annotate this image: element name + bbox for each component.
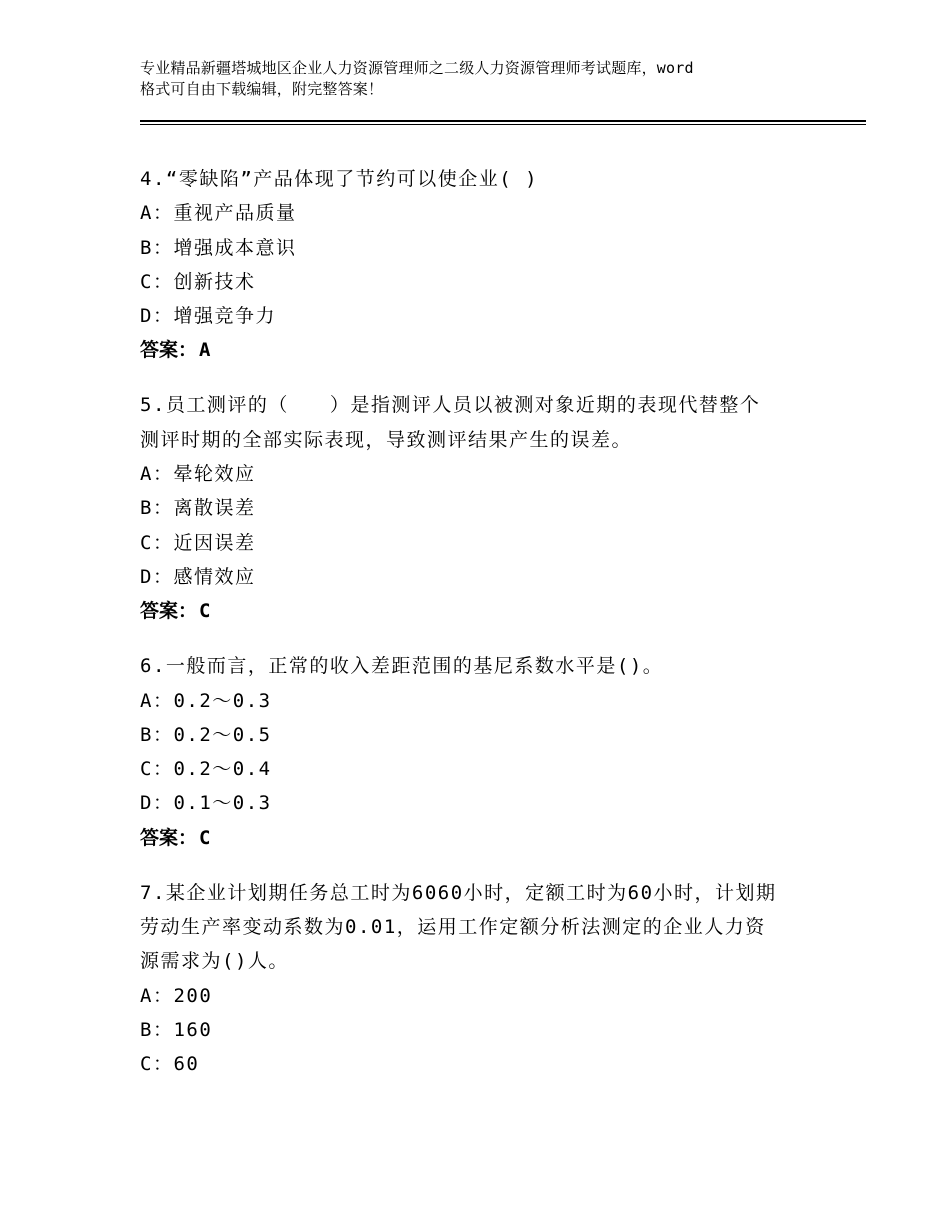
header-divider-thick [140,120,866,122]
question-item [140,162,820,368]
option-c: C：近因误差 [140,531,256,554]
header-line-1: 专业精品新疆塔城地区企业人力资源管理师之二级人力资源管理师考试题库，word [140,59,694,77]
header-divider-thin [140,124,866,125]
option-a: A：200 [140,984,213,1007]
option-a: A：晕轮效应 [140,463,256,486]
option-a: A：0.2～0.3 [140,689,272,712]
question-text-line-2: 劳动生产率变动系数为0.01，运用工作定额分析法测定的企业人力资 [140,916,766,939]
answer-line [140,333,820,368]
option-c: C：创新技术 [140,270,256,293]
question-item [140,388,820,629]
question-text-line-1: 7.某企业计划期任务总工时为6060小时，定额工时为60小时，计划期 [140,881,777,904]
answer-line [140,821,820,856]
answer-label: 答案： [140,827,198,849]
answer-value: C [199,826,211,849]
option-d: D：感情效应 [140,565,256,588]
question-text: 6.一般而言，正常的收入差距范围的基尼系数水平是()。 [140,655,664,678]
question-text: 4.“零缺陷”产品体现了节约可以使企业( ) [140,168,539,190]
answer-value: C [199,600,211,623]
answer-label: 答案： [140,601,198,623]
question-text-line-3: 源需求为()人。 [140,950,289,973]
option-c: C：0.2～0.4 [140,758,272,781]
question-text-line-2: 测评时期的全部实际表现，导致测评结果产生的误差。 [140,428,633,451]
answer-value: A [199,339,211,362]
option-b: B：离散误差 [140,497,256,520]
question-item [140,649,820,855]
answer-label: 答案： [140,340,198,362]
option-b: B：增强成本意识 [140,236,297,259]
question-list [140,162,820,1102]
document-header [140,58,840,100]
header-line-2: 格式可自由下载编辑，附完整答案！ [140,80,384,98]
option-b: B：0.2～0.5 [140,723,272,746]
option-d: D：0.1～0.3 [140,792,272,815]
option-d: D：增强竞争力 [140,305,276,328]
option-b: B：160 [140,1018,213,1041]
question-item [140,876,820,1082]
answer-line [140,594,820,629]
option-a: A：重视产品质量 [140,202,297,225]
question-text-line-1: 5.员工测评的（ ）是指测评人员以被测对象近期的表现代替整个 [140,394,761,417]
option-c: C：60 [140,1053,200,1076]
